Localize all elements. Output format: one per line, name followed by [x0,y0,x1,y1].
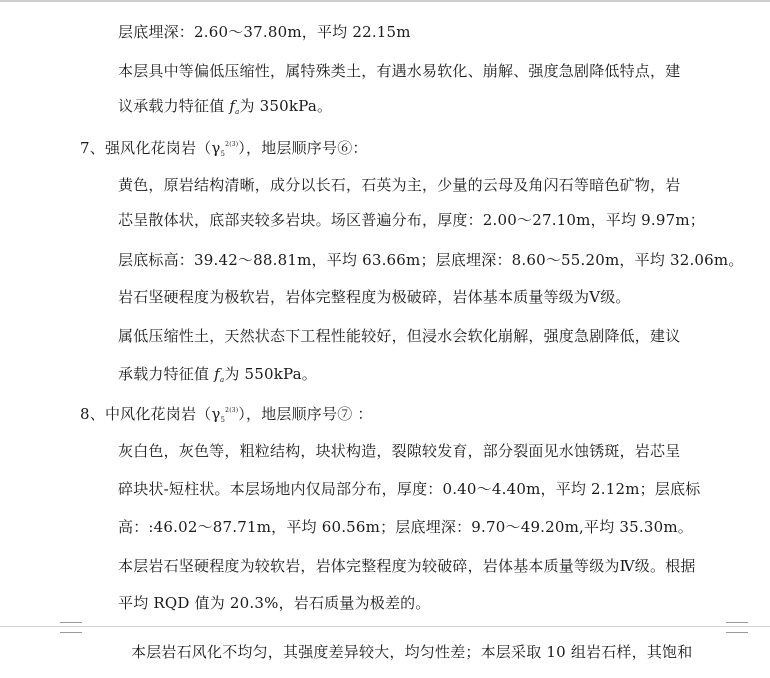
section7-desc-line3: 层底标高：39.42～88.81m，平均 63.66m；层底埋深：8.60～55.20m，平均 32.06m。 [118,251,744,269]
margin-mark-right-bottom [726,632,748,633]
section7-desc-line2: 芯呈散体状，底部夹较多岩块。场区普遍分布，厚度：2.00～27.10m，平均 9.97m； [118,211,705,229]
section-heading-7: 7、强风化花岗岩$(\gamma_5^{2(3)})$，地层顺序号⑥： [80,139,368,158]
section8-rqd-line: 平均 RQD 值为 20.3%，岩石质量为极差的。 [118,594,431,612]
bearing-capacity-line-550: 承载力特征值 $f_a$为 550kPa。 [118,365,317,384]
margin-mark-left-top [60,622,82,623]
page-top-edge [0,0,770,2]
section8-rock-quality-line: 本层岩石坚硬程度为较软岩，岩体完整程度为较破碎，岩体基本质量等级为Ⅳ级。根据 [118,557,696,575]
section7-engineering-line: 属低压缩性土，天然状态下工程性能较好，但浸水会软化崩解，强度急剧降低，建议 [118,327,681,345]
bottom-depth-line-layer6: 层底埋深：2.60～37.80m，平均 22.15m [118,23,411,41]
section8-desc-line1: 灰白色，灰色等，粗粒结构，块状构造，裂隙较发育，部分裂面见水蚀锈斑，岩芯呈 [118,442,681,460]
margin-mark-right-top [726,622,748,623]
page-break-divider [0,626,770,627]
section-heading-8: 8、中风化花岗岩$(\gamma_5^{2(3)})$，地层顺序号⑦ ： [80,405,373,424]
section7-desc-line1: 黄色，原岩结构清晰，成分以长石，石英为主，少量的云母及角闪石等暗色矿物，岩 [118,176,681,194]
next-page-first-line: 本层岩石风化不均匀，其强度差异较大，均匀性差；本层采取 10 组岩石样，其饱和 [131,643,693,661]
section7-rock-quality-line: 岩石坚硬程度为极软岩，岩体完整程度为极破碎，岩体基本质量等级为Ⅴ级。 [118,288,631,306]
margin-mark-left-bottom [60,632,82,633]
section8-desc-line2: 碎块状-短柱状。本层场地内仅局部分布，厚度：0.40～4.40m，平均 2.12m；层底标 [118,480,701,498]
section8-desc-line3: 高：:46.02～87.71m，平均 60.56m；层底埋深：9.70～49.20m,平均 35.30m。 [118,518,693,536]
paragraph-compressibility-line: 本层具中等偏低压缩性，属特殊类土，有遇水易软化、崩解、强度急剧降低特点，建 [118,62,681,80]
bearing-capacity-line-350: 议承载力特征值 $f_a$为 350kPa。 [118,97,333,116]
